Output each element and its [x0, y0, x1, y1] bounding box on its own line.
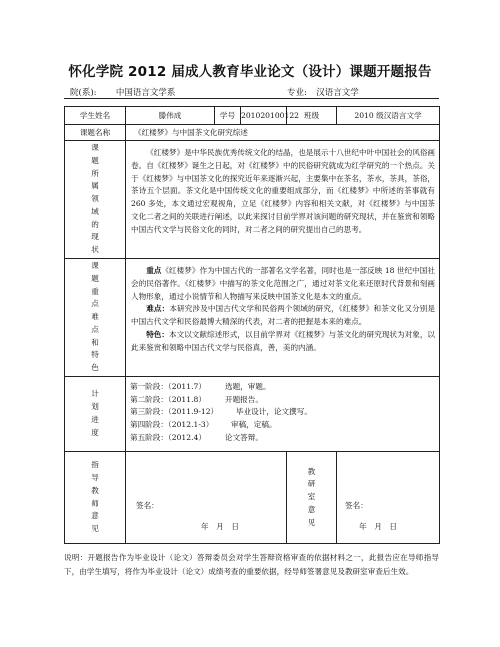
schedule-section-label: 计 划 进 度: [65, 377, 126, 452]
advisor-signature-label: 签名：: [136, 501, 159, 510]
page-title: 怀化学院 2012 届成人教育毕业论文（设计）课题开题报告: [68, 64, 432, 80]
department-label: 院(系):: [70, 88, 97, 98]
schedule-row: 第四阶段：（2012.1-3） 审稿，定稿。: [130, 420, 277, 430]
advisor-opinion-label: 指 导 教 师 意 见: [65, 452, 126, 544]
status-paragraph: 《红楼梦》是中华民族优秀传统文化的结晶，也是展示十八世纪中叶中国社会的风俗画卷。自《红楼梦》诞生之日起，对《红楼梦》中的民俗研究就成为红学研究的一个热点。关于《红楼梦》与中国茶文化的探究近年来逐渐兴起，主要集中在茶名，茶水，茶具，茶俗，茶诗五个层面。茶文化是中国传统文化的重要组成部分，而《红楼梦》中所述的茶事就有 260 多处，本文通过宏观视角，立足《红楼梦》内容和相关文献，对《红楼梦》与中国茶文化二者之间的关联进行阐述，以此来探讨目前学界对该问题的研究现状，并在鉴赏和领略中国古代文学与民俗文化的同时，对二者之间的研究提出自己的思考。: [131, 148, 436, 234]
footnote: 说明：开题报告作为毕业设计（论文）答辩委员会对学生答辩资格审查的依据材料之一，此报告应在导师指导下，由学生填写，将作为毕业设计（论文）成绩考查的重要依据，经导师签署意见及教研室审查后生效。: [64, 553, 439, 576]
feature-paragraph: 特色：本文以文献综述形式，以目前学界对《红楼梦》与茶文化的研究现状为对象，以此来鉴赏和领略中国古代文学与民俗真，善，美的内涵。: [131, 329, 436, 352]
focus-section-label: 课 题 重 点 难 点 和 特 色: [65, 259, 126, 377]
difficulty-paragraph: 难点：本研究涉及中国古代文学和民俗两个领域的研究，《红楼梦》和茶文化又分别是中国古代文学和民俗最博大精深的代表，对二者的把握是本来的难点。: [131, 304, 436, 327]
schedule-row: 第三阶段：（2011.9-12） 毕业设计，论文撰写。: [130, 407, 312, 417]
major-field: [287, 86, 359, 98]
department-opinion-box: [337, 452, 440, 544]
advisor-opinion-box: [126, 452, 287, 544]
status-section-label: 课 题 所 属 领 域 的 现 状: [65, 141, 126, 259]
topic-label: 课题名称: [65, 125, 126, 141]
student-name-label: 学生姓名: [65, 107, 126, 125]
advisor-date-label: 年 月 日: [201, 522, 239, 531]
class-label: 班级: [287, 107, 337, 125]
class-value: 2010 级汉语言文学: [337, 107, 440, 125]
opinion-section: [65, 452, 440, 544]
focus-section-body: [126, 259, 440, 377]
key-point-paragraph: 重点《红楼梦》作为中国古代的一部著名文学名著，同时也是一部反映 18 世纪中国社会的民俗著作。《红楼梦》中描写的茶文化范围之广，通过对茶文化来还原时代背景和刻画人物形象，通过小说情节和人物描写来反映中国茶文化是本文的重点。: [131, 266, 436, 301]
student-name-value: 滕伟成: [126, 107, 215, 125]
student-id-label: 学号: [215, 107, 241, 125]
major-label: 专业:: [287, 88, 307, 98]
department-value: 中国语言文学系: [115, 88, 176, 98]
status-section-body: [126, 141, 440, 259]
header-rule: [64, 98, 439, 99]
student-info-row: [65, 107, 440, 125]
department-signature-label: 签名：: [345, 501, 368, 510]
status-section: [65, 141, 440, 259]
student-id-value: 201020100122: [241, 107, 287, 125]
department-field: [70, 86, 175, 98]
schedule-section: [65, 377, 440, 452]
schedule-row: 第一阶段：（2011.7） 选题，审题。: [130, 382, 271, 391]
topic-row: [65, 125, 440, 141]
major-value: 汉语言文学: [316, 88, 359, 98]
department-opinion-label: 教 研 室 意 见: [287, 452, 337, 544]
schedule-section-body: [126, 377, 440, 452]
schedule-row: 第二阶段：（2011.8） 开题报告。: [130, 394, 263, 404]
schedule-row: 第五阶段：（2012.4） 论文答辩。: [130, 432, 263, 442]
department-date-label: 年 月 日: [359, 522, 397, 531]
focus-section: [65, 259, 440, 377]
report-table: [64, 106, 440, 544]
topic-value: 《红楼梦》与中国茶文化研究综述: [126, 125, 440, 141]
